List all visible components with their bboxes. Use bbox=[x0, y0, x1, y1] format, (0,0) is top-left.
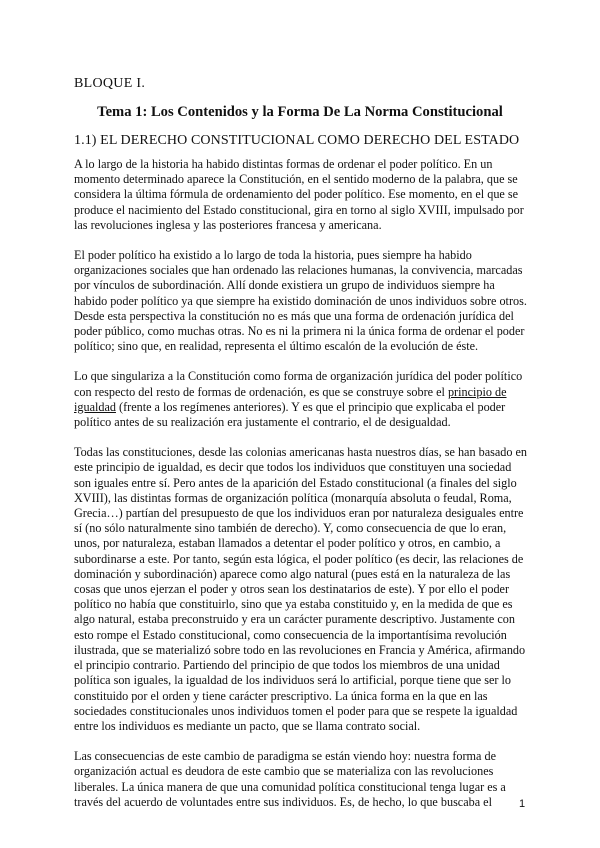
block-title: BLOQUE I. bbox=[74, 76, 146, 91]
page-number: 1 bbox=[519, 798, 526, 810]
body-text bbox=[74, 157, 530, 825]
paragraph-5: Las consecuencias de este cambio de paradigma se están viendo hoy: nuestra forma de organización actual es deudora de este cambio que se materializa con las revoluciones liberales. La única manera de que una comunidad política constitucional tenga lugar es a través del acuerdo de voluntades entre sus individuos. Es, de hecho, lo que buscaba el bbox=[74, 749, 506, 809]
paragraph-2: El poder político ha existido a lo largo de toda la historia, pues siempre ha habido organizaciones sociales que han ordenado las relaciones humanas, la convivencia, marcadas por vínculos de subordinación. Allí donde existiera un grupo de individuos siempre ha habido poder político ya que siempre ha existido dominación de unos individuos sobre otros. Desde esta perspectiva la constitución no es más que una forma de ordenación jurídica del poder público, como muchas otras. No es ni la primera ni la única forma de ordenar el poder político; sino que, en realidad, representa el último escalón de la evolución de éste. bbox=[74, 248, 527, 354]
principle-of-equality-underlined: principio de igualdad bbox=[74, 384, 507, 414]
paragraph-3-end: (frente a los regímenes anteriores). Y es que el principio que explicaba el poder político antes de su realización era justamente el contrario, el de desigualdad. bbox=[74, 399, 506, 430]
topic-title: Tema 1: Los Contenidos y la Forma De La Norma Constitucional bbox=[97, 104, 503, 120]
section-heading: 1.1) EL DERECHO CONSTITUCIONAL COMO DERECHO DEL ESTADO bbox=[74, 133, 520, 148]
paragraph-1: A lo largo de la historia ha habido distintas formas de ordenar el poder político. En un momento determinado aparece la Constitución, en el sentido moderno de la palabra, que se considera la última fórmula de ordenamiento del poder político. Ese momento, en el que se produce el nacimiento del Estado constitucional, gira en torno al siglo XVIII, impulsado por las revoluciones inglesa y las posteriores francesa y americana. bbox=[74, 157, 524, 232]
paragraph-3 bbox=[74, 369, 530, 430]
paragraph-4: Todas las constituciones, desde las colonias americanas hasta nuestros días, se han basado en este principio de igualdad, es decir que todos los individuos que constituyen una sociedad son iguales entre sí. Pero antes de la aparición del Estado constitucional (a finales del siglo XVIII), las distintas formas de organización política (monarquía absoluta o feudal, Roma, Grecia…) partían del presupuesto de que los individuos eran por naturaleza desiguales entre sí (no sólo naturalmente sino también de derecho). Y, como consecuencia de que lo eran, unos, por naturaleza, estaban llamados a detentar el poder político y otros, en cambio, a subordinarse a este. Por tanto, según esta lógica, el poder político (es decir, las relaciones de dominación y subordinación) aparece como algo natural (pues está en la naturaleza de las cosas que unos ejerzan el poder y otros sean los destinatarios de este). Y por ello el poder político no había que constituirlo, sino que ya estaba constituido y, en la medida de que es algo natural, estaba preconstruido y era un carácter puramente descriptivo. Justamente con esto rompe el Estado constitucional, como consecuencia de la importantísima revolución ilustrada, que se materializó sobre todo en las revoluciones en Francia y América, afirmando el principio contrario. Partiendo del principio de que todos los miembros de una unidad política son iguales, la igualdad de los individuos será lo artificial, porque tiene que ser lo constituido por el orden y tiene carácter prescriptivo. La única forma en la que en las sociedades constitucionales unos individuos tomen el poder para que se respete la igualdad entre los individuos es mediante un pacto, que se llama contrato social. bbox=[74, 445, 528, 733]
paragraph-3-start: Lo que singulariza a la Constitución como forma de organización jurídica del poder político con respecto del resto de formas de ordenación, es que se construye sobre el bbox=[74, 369, 523, 399]
